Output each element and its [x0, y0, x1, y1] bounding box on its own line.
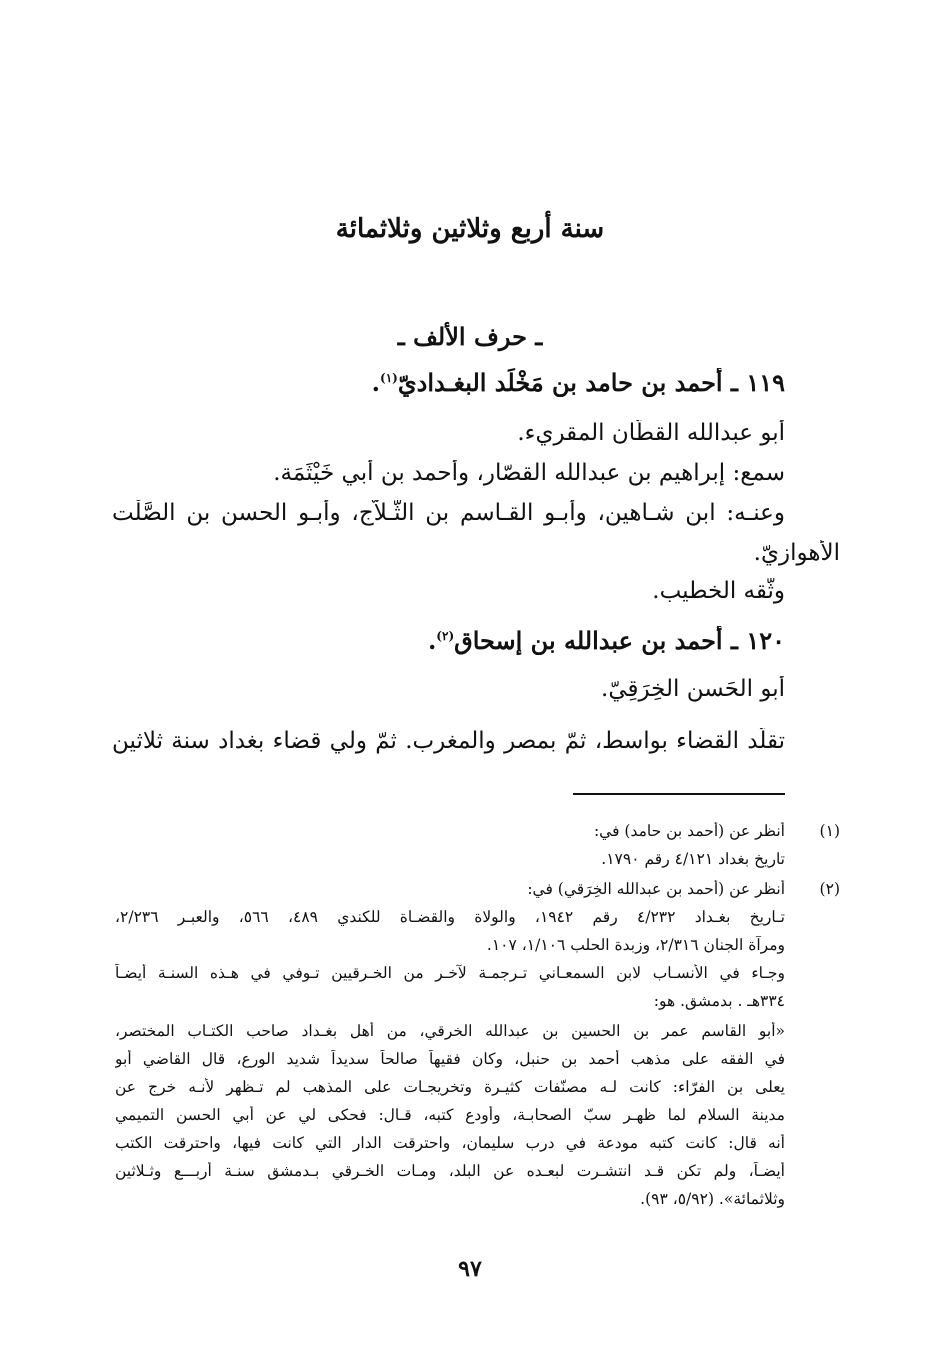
page-title: سنة أربع وثلاثين وثلاثمائة — [335, 214, 605, 244]
entry-line: سمع: إبراهيم بن عبدالله القصّار، وأحمد بن أبي خَيْثَمَة. — [273, 460, 785, 486]
footnote-line: وثلاثمائة». (٥/٩٢، ٩٣). — [640, 1190, 785, 1208]
section-heading: ـ حرف الألف ـ — [397, 322, 543, 351]
page-number: ٩٧ — [458, 1256, 482, 1282]
footnote-line: ٣٣٤هـ . بدمشق. هو: — [653, 992, 785, 1010]
entry-line: وعنـه: ابن شـاهين، وأبـو القـاسم بن الثَّـلاّج، وأبـو الحسن بن الصَّلْت — [112, 500, 785, 526]
entry-line: أبو الحَسن الخِرَقِيّ. — [601, 676, 785, 702]
entry-line: أبو عبدالله القطّان المقريء. — [517, 420, 785, 446]
entry-line: الأهوازيّ. — [753, 540, 840, 566]
footnote-separator — [573, 793, 785, 795]
footnote-number: (١) — [819, 822, 840, 840]
footnote-line: أنظر عن (أحمد بن حامد) في: — [593, 822, 785, 840]
footnote-line: تاريخ بغداد ٤/١٢١ رقم ١٧٩٠. — [601, 850, 785, 868]
footnote-line: أنه قال: كانت كتبه مودعة في درب سليمان، واحترقت الدار التي كانت فيها، واحترقت الكتب — [115, 1134, 785, 1152]
entry-heading-text: ١٢٠ ـ أحمد بن عبدالله بن إسحاق — [454, 626, 785, 655]
entry-line: وثّقه الخطيب. — [652, 578, 785, 604]
footnote-line: مدينة السلام لما ظهـر سبّ الصحابـة، وأودع كتبه، قـال: فحكى لي عن أبي الحسن التميمي — [115, 1106, 785, 1124]
entry-heading-end: . — [427, 626, 437, 655]
footnote-line: وجـاء في الأنسـاب لابن السمعـاني تـرجمـة لآخـر من الخـرقيين تـوفي في هـذه السنـة أيضـاً — [115, 964, 785, 982]
footnote-line: ومرآة الجنان ٢/٣١٦، وزبدة الحلب ١/١٠٦، ١٠٧. — [486, 936, 785, 954]
entry-line: تقلّد القضاء بواسط، ثمّ بمصر والمغرب. ثمّ ولي قضاء بغداد سنة ثلاثين — [112, 728, 785, 754]
entry-heading-end: . — [371, 368, 381, 397]
footnote-ref[interactable]: (٢) — [436, 629, 455, 643]
entry-heading — [110, 368, 785, 397]
footnote-line: أنظر عن (أحمد بن عبدالله الخِرَقي) في: — [527, 880, 785, 898]
footnote-line: في الفقه على مذهب أحمد بن حنبل، وكان فقيهاً صالحاً سديداً شديد الورع، قال القاضي أبو — [115, 1050, 785, 1068]
footnote-ref[interactable]: (١) — [380, 371, 398, 385]
entry-heading-text: ١١٩ ـ أحمد بن حامد بن مَخْلَد البغـداديّ — [397, 368, 785, 397]
footnote-line: أيضـاً، ولم تكن قـد انتشـرت لبعـده عن البلد، ومـات الخـرقي بـدمشق سنـة أربـــع وثـلاثين — [115, 1162, 785, 1180]
footnote-number: (٢) — [819, 880, 840, 898]
footnote-line: «أبو القاسم عمر بن الحسين بن عبدالله الخرقي، من أهل بغـداد صاحب الكتـاب المختصر، — [115, 1022, 785, 1040]
footnote-line: يعلى بن الفرّاء: كانت لـه مصنّفات كثيـرة وتخريجـات على المذهب لم تـظهر لأنـه خرج عن — [115, 1078, 785, 1096]
footnote-line: تـاريخ بغـداد ٤/٢٣٢ رقم ١٩٤٢، والولاة والقضـاة للكندي ٤٨٩، ٥٦٦، والعبـر ٢/٢٣٦، — [115, 908, 785, 926]
entry-heading — [110, 626, 785, 655]
